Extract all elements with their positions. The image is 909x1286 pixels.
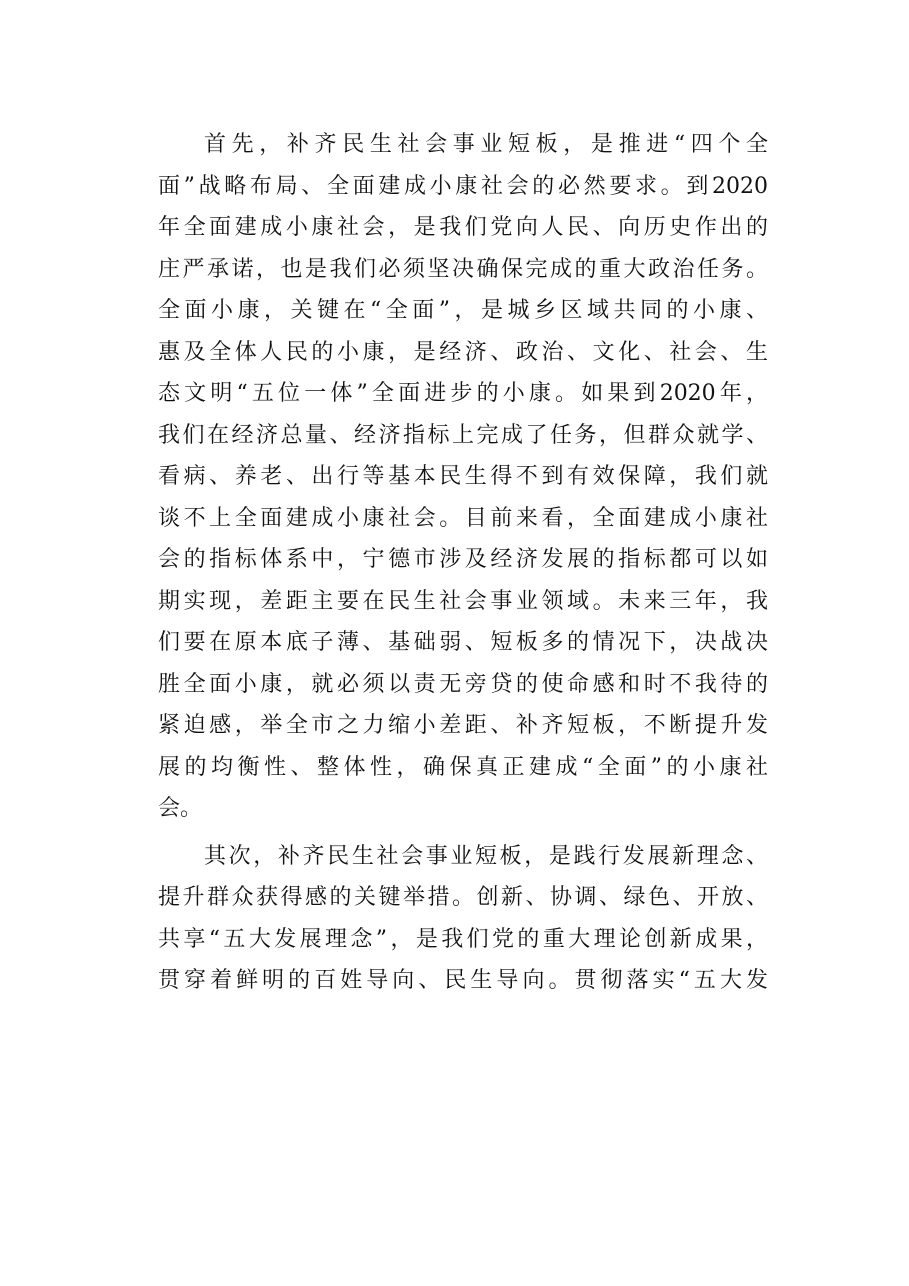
- text-line: 展的均衡性、整体性，确保真正建成“全面”的小康社: [158, 754, 768, 780]
- text-line: 我们在经济总量、经济指标上完成了任务，但群众就学、: [158, 422, 768, 448]
- text-line: 贯穿着鲜明的百姓导向、民生导向。贯彻落实“五大发: [158, 968, 768, 993]
- text-line: 会。: [158, 796, 203, 821]
- text-line: 期实现，差距主要在民生社会事业领域。未来三年，我: [158, 588, 768, 614]
- text-line: 惠及全体人民的小康，是经济、政治、文化、社会、生: [158, 339, 768, 365]
- text-line: 会的指标体系中，宁德市涉及经济发展的指标都可以如: [158, 547, 768, 572]
- text-line: 紧迫感，举全市之力缩小差距、补齐短板，不断提升发: [158, 713, 768, 738]
- paragraph-1: [158, 124, 768, 830]
- text-line: 谈不上全面建成小康社会。目前来看，全面建成小康社: [158, 505, 768, 531]
- text-line: 面”战略布局、全面建成小康社会的必然要求。到2020: [158, 173, 768, 199]
- text-line: 庄严承诺，也是我们必须坚决确保完成的重大政治任务。: [158, 256, 768, 282]
- text-line: 全面小康，关键在“全面”，是城乡区域共同的小康、: [158, 298, 768, 323]
- text-line: 提升群众获得感的关键举措。创新、协调、绿色、开放、: [158, 885, 768, 910]
- text-line: 们要在原本底子薄、基础弱、短板多的情况下，决战决: [158, 630, 768, 655]
- text-line: 看病、养老、出行等基本民生得不到有效保障，我们就: [158, 464, 768, 489]
- text-line: 首先，补齐民生社会事业短板，是推进“四个全: [204, 132, 768, 157]
- text-line: 其次，补齐民生社会事业短板，是践行发展新理念、: [204, 843, 768, 869]
- document-body: [158, 124, 768, 1002]
- text-line: 态文明“五位一体”全面进步的小康。如果到2020年，: [158, 381, 768, 406]
- text-line: 年全面建成小康社会，是我们党向人民、向历史作出的: [158, 215, 768, 240]
- text-line: 共享“五大发展理念”，是我们党的重大理论创新成果，: [158, 926, 768, 952]
- paragraph-2: [158, 836, 768, 1002]
- text-line: 胜全面小康，就必须以责无旁贷的使命感和时不我待的: [158, 671, 768, 697]
